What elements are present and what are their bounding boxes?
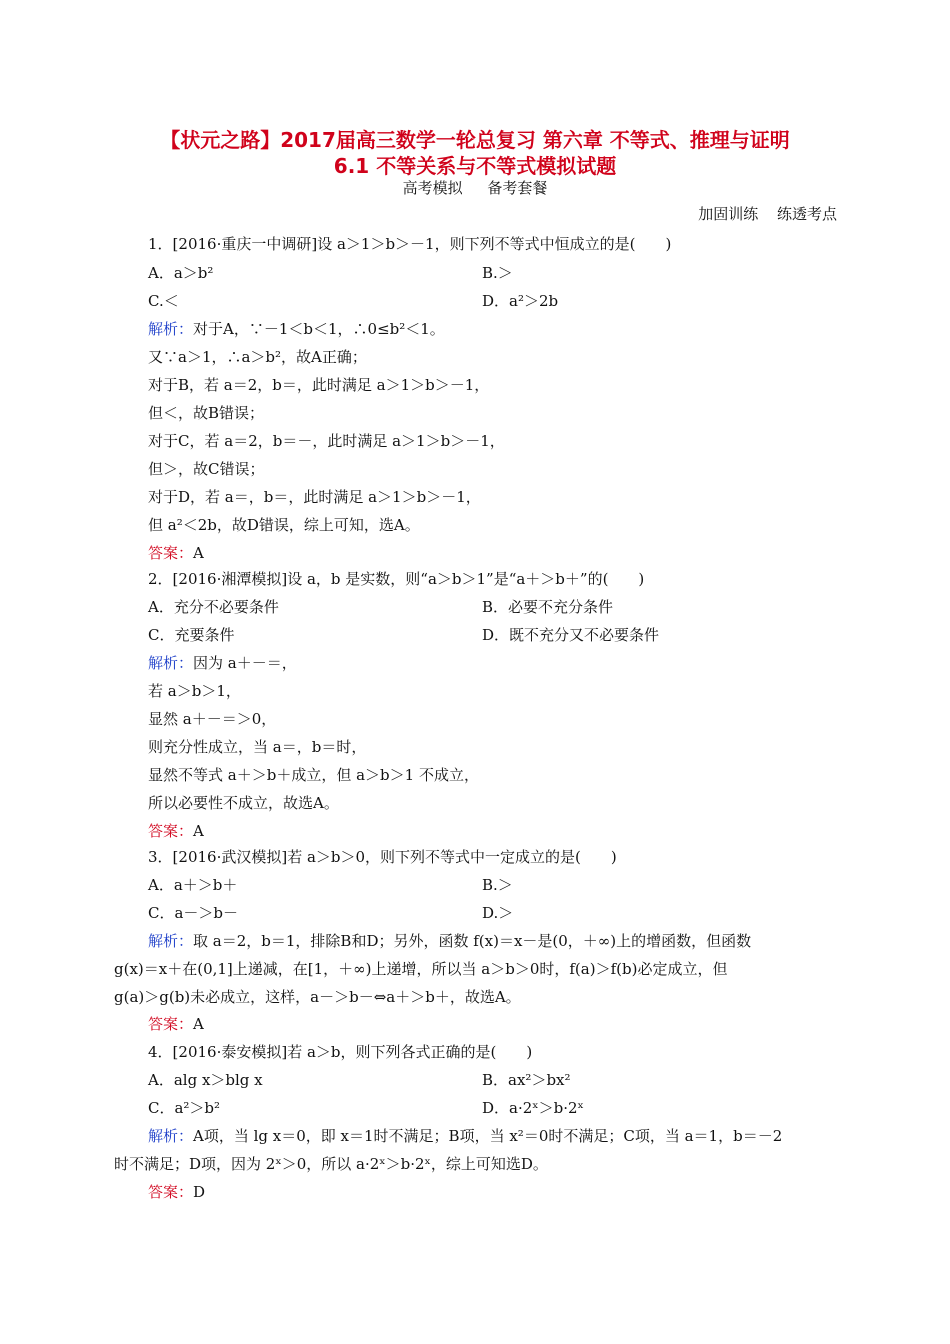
q2-option-a: A．充分不必要条件	[148, 598, 279, 616]
q1-solution-4: 但＜，故B错误；	[148, 404, 265, 422]
q2-answer-value: A	[193, 822, 204, 840]
q4-option-d: D．a·2ˣ＞b·2ˣ	[482, 1099, 584, 1117]
q4-solution-2: 时不满足；D项，因为 2ˣ＞0，所以 a·2ˣ＞b·2ˣ，综上可知选D。	[114, 1155, 548, 1173]
document-title-line2: 6.1 不等关系与不等式模拟试题	[333, 154, 617, 178]
q2-option-b: B．必要不充分条件	[482, 598, 614, 616]
solution-label: 解析：	[148, 932, 194, 950]
q4-answer	[148, 1181, 205, 1202]
solution-label: 解析：	[148, 1127, 194, 1145]
q1-solution-text: 对于A，∵－1＜b＜1，∴0≤b²＜1。	[193, 320, 445, 338]
tagline	[684, 203, 837, 224]
answer-label: 答案：	[148, 1183, 194, 1201]
question-2: 2．[2016·湘潭模拟]设 a，b 是实数，则“a＞b＞1”是“a＋＞b＋”的( )	[148, 570, 645, 588]
q3-option-c: C．a－＞b－	[148, 904, 239, 922]
q2-solution-line	[148, 652, 297, 673]
q3-solution-text: 取 a＝2，b＝1，排除B和D；另外，函数 f(x)＝x－是(0，＋∞)上的增函数，但函数	[193, 932, 752, 950]
q1-option-c: C.＜	[148, 292, 179, 310]
q4-option-a: A．alg x＞blg x	[148, 1071, 263, 1089]
q3-solution-3: g(a)＞g(b)未必成立，这样，a－＞b－⇔a＋＞b＋，故选A。	[114, 988, 521, 1006]
q1-answer-value: A	[193, 544, 204, 562]
answer-label: 答案：	[148, 1015, 194, 1033]
q2-answer	[148, 820, 204, 841]
q1-answer	[148, 542, 204, 563]
tagline-right: 练透考点	[776, 205, 837, 223]
q3-answer-value: A	[193, 1015, 204, 1033]
q1-solution-6: 但＞，故C错误；	[148, 460, 265, 478]
q3-solution-2: g(x)＝x＋在(0,1]上递减，在[1，＋∞)上递增，所以当 a＞b＞0时，f(a)＞f(b)必定成立，但	[114, 960, 728, 978]
q3-answer	[148, 1013, 204, 1034]
q2-solution-2: 若 a＞b＞1，	[148, 682, 241, 700]
q4-solution-text: A项，当 lg x＝0，即 x＝1时不满足；B项，当 x²＝0时不满足；C项，当 a＝1，b＝－2	[193, 1127, 783, 1145]
q4-answer-value: D	[193, 1183, 206, 1201]
answer-label: 答案：	[148, 544, 194, 562]
q2-solution-3: 显然 a＋－＝＞0，	[148, 710, 277, 728]
q1-solution-7: 对于D，若 a＝，b＝，此时满足 a＞1＞b＞－1，	[148, 488, 481, 506]
answer-label: 答案：	[148, 822, 194, 840]
q1-solution-8: 但 a²＜2b，故D错误，综上可知，选A。	[148, 516, 420, 534]
subtitle	[0, 177, 950, 198]
q3-option-b: B.＞	[482, 876, 513, 894]
question-3: 3．[2016·武汉模拟]若 a＞b＞0，则下列不等式中一定成立的是( )	[148, 848, 617, 866]
q3-solution-line	[148, 930, 751, 951]
q2-solution-6: 所以必要性不成立，故选A。	[148, 794, 339, 812]
subtitle-left: 高考模拟	[402, 179, 463, 197]
q1-solution-5: 对于C，若 a＝2，b＝－，此时满足 a＞1＞b＞－1，	[148, 432, 505, 450]
q1-solution-2: 又∵a＞1，∴a＞b²，故A正确；	[148, 348, 367, 366]
question-4: 4．[2016·泰安模拟]若 a＞b，则下列各式正确的是( )	[148, 1043, 533, 1061]
q3-option-d: D.＞	[482, 904, 514, 922]
q4-option-b: B．ax²＞bx²	[482, 1071, 571, 1089]
q1-solution-line	[148, 318, 445, 339]
tagline-left: 加固训练	[698, 205, 759, 223]
q2-solution-text: 因为 a＋－＝，	[193, 654, 297, 672]
question-1: 1．[2016·重庆一中调研]设 a＞1＞b＞－1，则下列不等式中恒成立的是( )	[148, 235, 672, 253]
document-title-line1: 【状元之路】2017届高三数学一轮总复习 第六章 不等式、推理与证明	[160, 128, 790, 152]
q2-option-c: C．充要条件	[148, 626, 235, 644]
q1-option-b: B.＞	[482, 264, 513, 282]
q4-solution-line	[148, 1125, 782, 1146]
q2-option-d: D．既不充分又不必要条件	[482, 626, 660, 644]
solution-label: 解析：	[148, 320, 194, 338]
q2-solution-4: 则充分性成立，当 a＝，b＝时，	[148, 738, 367, 756]
q1-option-d: D．a²＞2b	[482, 292, 559, 310]
q2-solution-5: 显然不等式 a＋＞b＋成立，但 a＞b＞1 不成立，	[148, 766, 479, 784]
q1-solution-3: 对于B，若 a＝2，b＝，此时满足 a＞1＞b＞－1，	[148, 376, 490, 394]
subtitle-right: 备考套餐	[487, 179, 548, 197]
q1-option-a: A．a＞b²	[148, 264, 214, 282]
q3-option-a: A．a＋＞b＋	[148, 876, 238, 894]
solution-label: 解析：	[148, 654, 194, 672]
q4-option-c: C．a²＞b²	[148, 1099, 221, 1117]
